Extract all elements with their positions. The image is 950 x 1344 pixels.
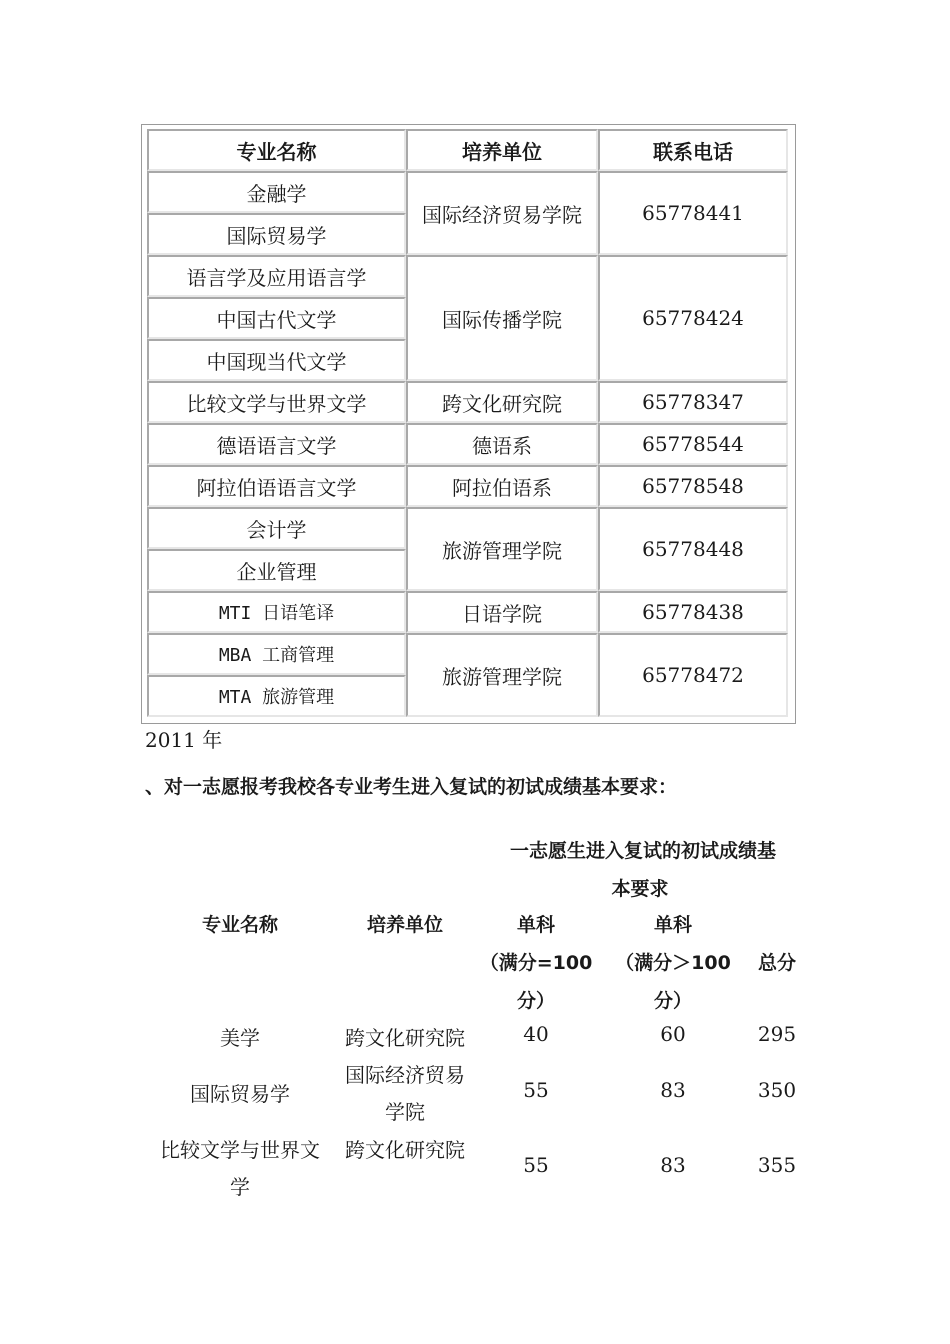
score-row-unit: 跨文化研究院 [345, 1026, 465, 1050]
header-unit: 培养单位 [406, 129, 598, 171]
header-phone: 联系电话 [598, 129, 788, 171]
unit-cell: 德语系 [406, 423, 598, 465]
major-cell: MTA 旅游管理 [147, 675, 406, 717]
col-header-singlegt100-l2: （满分＞100 [615, 952, 731, 974]
col-header-single100-l1: 单科 [516, 914, 555, 936]
col-header-unit: 培养单位 [366, 914, 443, 936]
score-row-singlegt100: 83 [660, 1078, 686, 1102]
major-cell: 金融学 [147, 171, 406, 213]
contact-table [141, 124, 796, 724]
score-row-major: 美学 [220, 1026, 260, 1050]
major-cell: 德语语言文学 [147, 423, 406, 465]
col-header-major: 专业名称 [201, 914, 278, 936]
unit-cell: 国际经济贸易学院 [406, 171, 598, 255]
score-row-major: 国际贸易学 [190, 1082, 290, 1106]
unit-cell: 阿拉伯语系 [406, 465, 598, 507]
phone-cell: 65778448 [598, 507, 788, 591]
col-header-single100-l3: 分） [516, 990, 555, 1012]
phone-cell: 65778347 [598, 381, 788, 423]
group-header-line2: 本要求 [611, 878, 669, 900]
unit-cell: 日语学院 [406, 591, 598, 633]
phone-cell: 65778544 [598, 423, 788, 465]
score-row-singlegt100: 60 [660, 1022, 686, 1046]
score-row-single100: 55 [523, 1078, 549, 1102]
score-row-total: 350 [757, 1078, 797, 1102]
major-cell: 阿拉伯语语言文学 [147, 465, 406, 507]
unit-cell: 旅游管理学院 [406, 633, 598, 717]
score-row-unit: 国际经济贸易 [345, 1063, 465, 1087]
major-cell: 比较文学与世界文学 [147, 381, 406, 423]
phone-cell: 65778548 [598, 465, 788, 507]
phone-cell: 65778424 [598, 255, 788, 381]
score-row-single100: 40 [523, 1022, 549, 1046]
major-cell: 国际贸易学 [147, 213, 406, 255]
score-row-unit: 学院 [385, 1100, 425, 1124]
section-heading: 、对一志愿报考我校各专业考生进入复试的初试成绩基本要求： [145, 776, 678, 798]
major-cell: MTI 日语笔译 [147, 591, 406, 633]
header-major: 专业名称 [147, 129, 406, 171]
col-header-singlegt100-l3: 分） [653, 990, 692, 1012]
phone-cell: 65778441 [598, 171, 788, 255]
score-row-singlegt100: 83 [660, 1153, 686, 1177]
phone-cell: 65778438 [598, 591, 788, 633]
year-text: 2011 年 [145, 728, 223, 752]
score-row-total: 295 [757, 1022, 797, 1046]
major-cell: 企业管理 [147, 549, 406, 591]
score-row-single100: 55 [523, 1153, 549, 1177]
col-header-total: 总分 [757, 952, 796, 974]
score-row-total: 355 [757, 1153, 797, 1177]
score-row-unit: 跨文化研究院 [345, 1138, 465, 1162]
group-header-line1: 一志愿生进入复试的初试成绩基 [509, 840, 776, 862]
major-cell: 语言学及应用语言学 [147, 255, 406, 297]
major-cell: 会计学 [147, 507, 406, 549]
unit-cell: 跨文化研究院 [406, 381, 598, 423]
col-header-single100-l2: （满分=100 [479, 952, 593, 974]
major-cell: MBA 工商管理 [147, 633, 406, 675]
score-row-major: 比较文学与世界文 [160, 1138, 320, 1162]
major-cell: 中国古代文学 [147, 297, 406, 339]
major-cell: 中国现当代文学 [147, 339, 406, 381]
col-header-singlegt100-l1: 单科 [653, 914, 692, 936]
score-row-major: 学 [230, 1175, 250, 1199]
phone-cell: 65778472 [598, 633, 788, 717]
unit-cell: 旅游管理学院 [406, 507, 598, 591]
unit-cell: 国际传播学院 [406, 255, 598, 381]
